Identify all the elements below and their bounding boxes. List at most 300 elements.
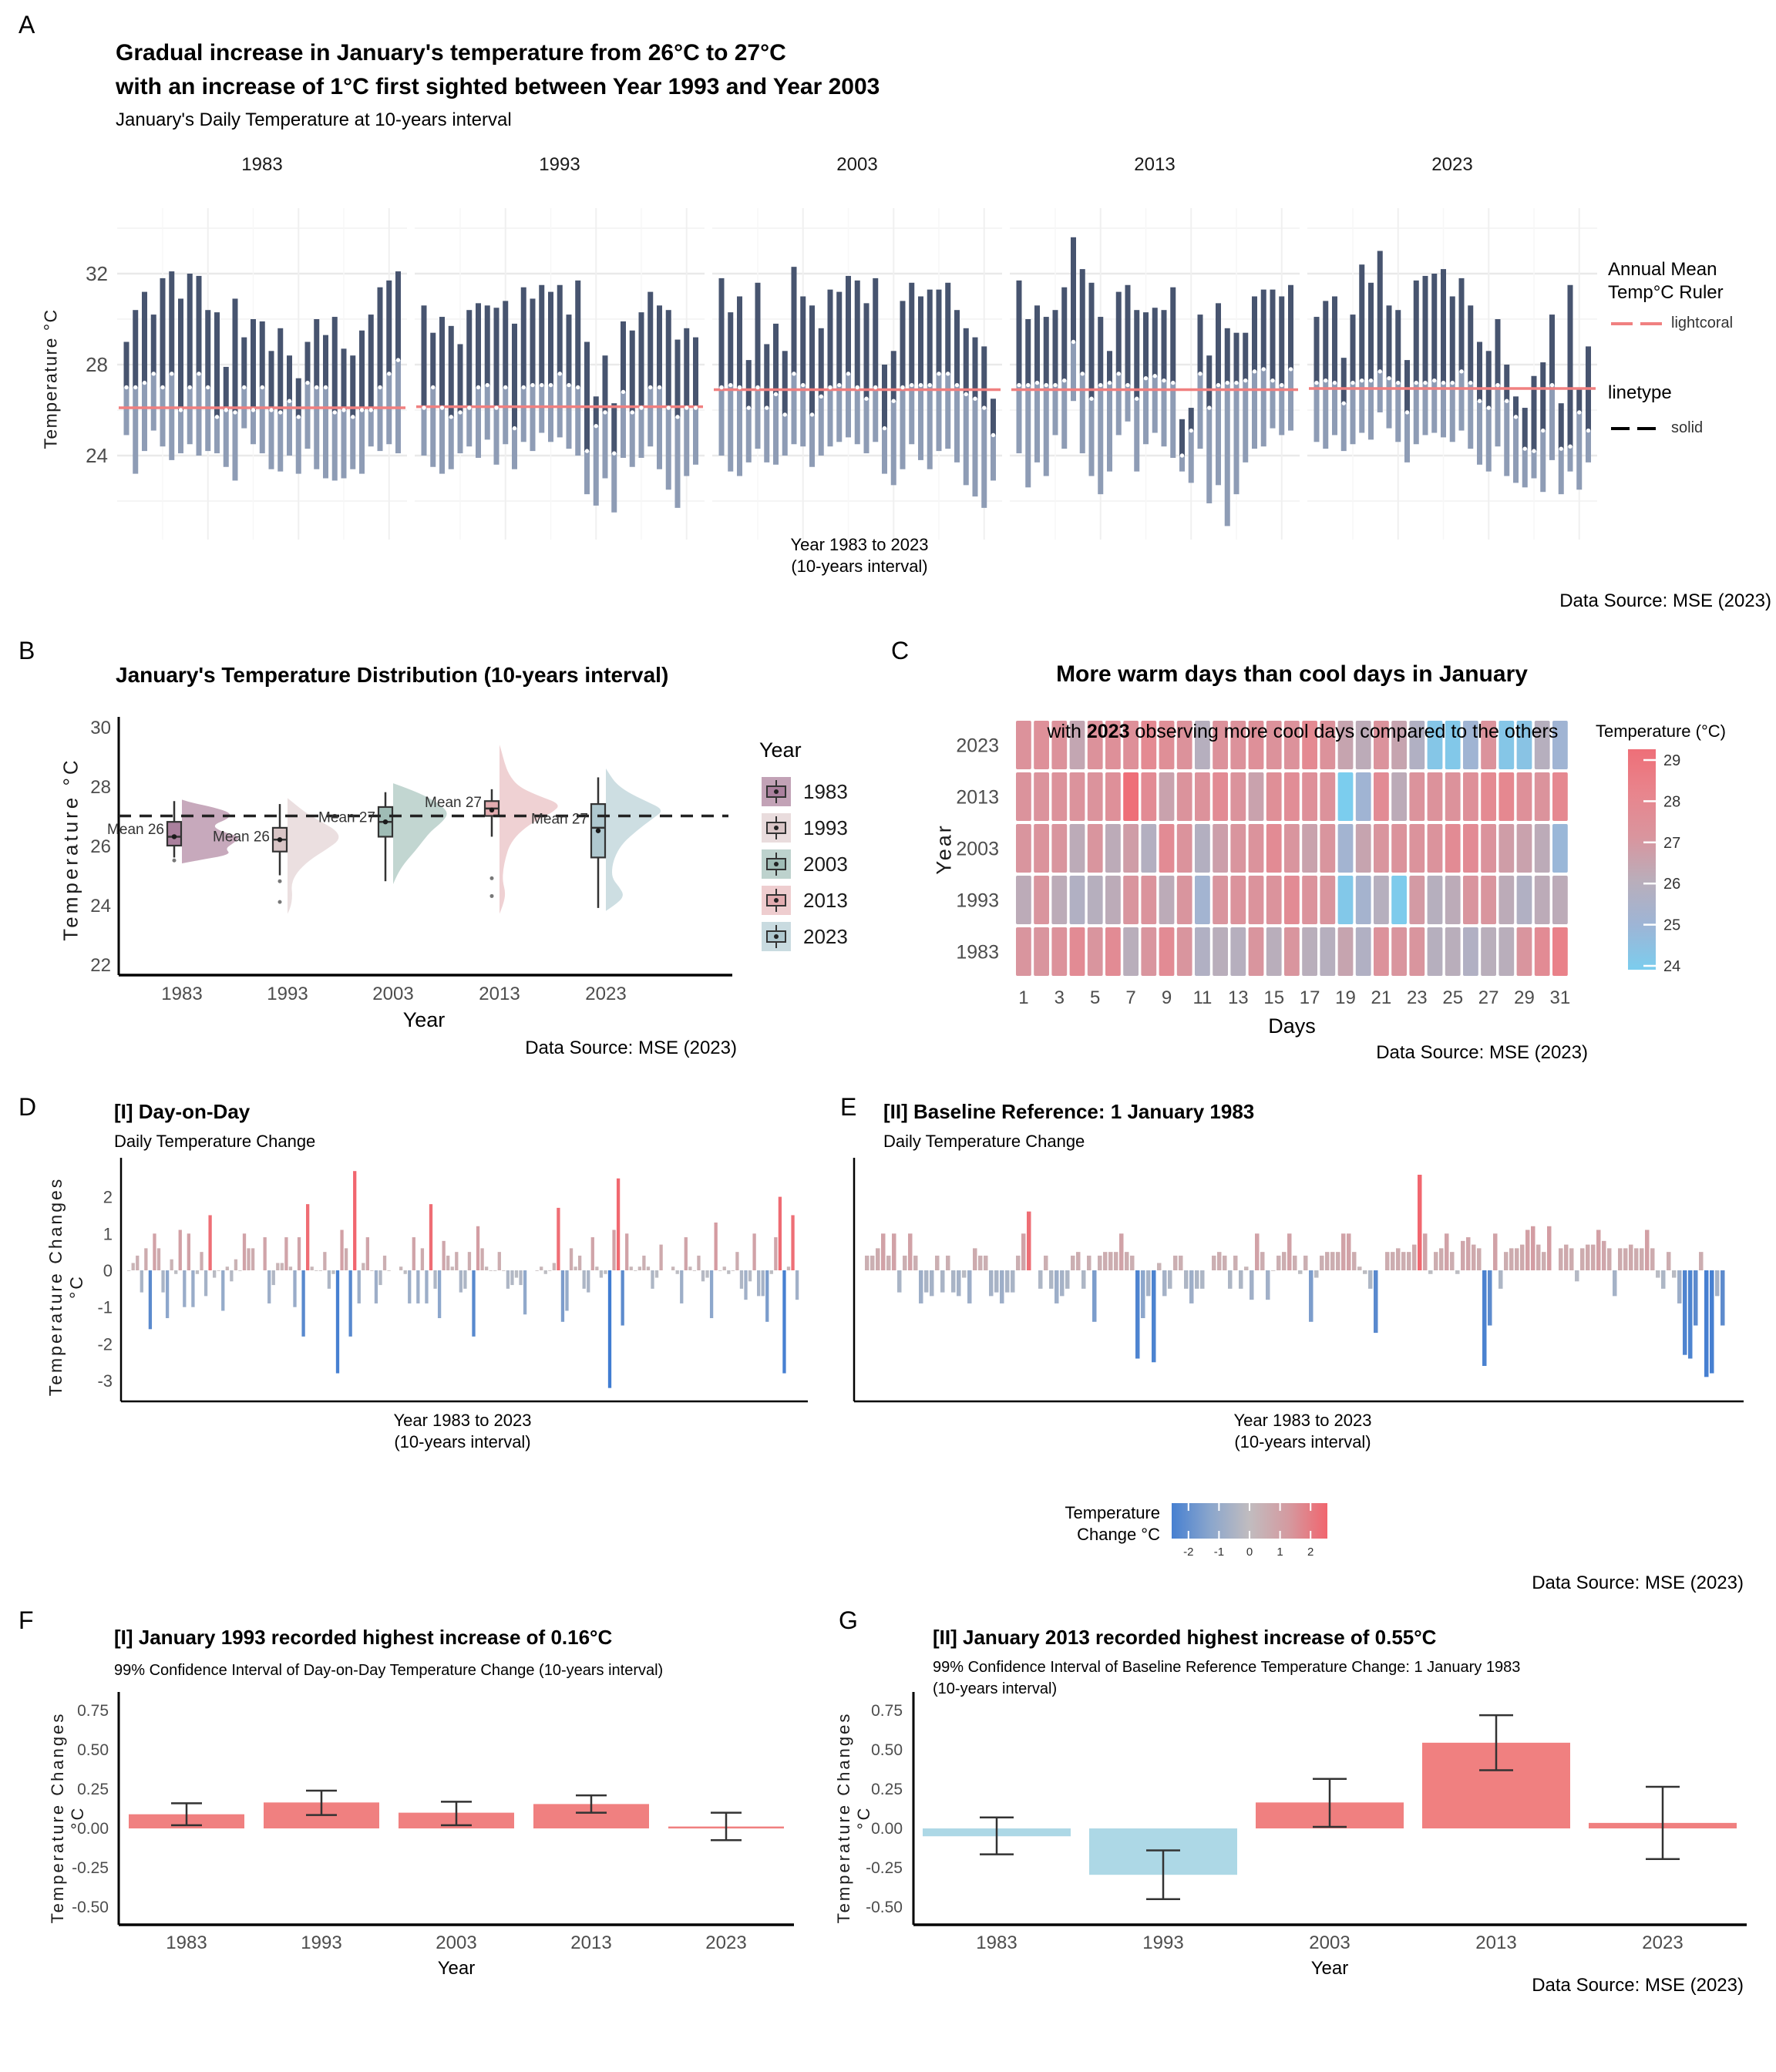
- daily-mean-dot: [1280, 383, 1283, 387]
- temp-range-bar-lower: [1323, 381, 1328, 449]
- e-change-bar: [1607, 1248, 1612, 1270]
- temp-range-bar-lower: [359, 410, 365, 474]
- temp-range-bar-upper: [548, 292, 553, 385]
- d-change-bar: [647, 1266, 650, 1270]
- temp-range-bar-upper: [1522, 408, 1528, 449]
- e-change-bar: [1596, 1230, 1601, 1270]
- e-change-bar: [897, 1270, 902, 1293]
- temp-range-bar-lower: [746, 408, 752, 462]
- ci-xtick: 2013: [570, 1932, 612, 1953]
- d-change-bar: [595, 1266, 598, 1270]
- temp-range-bar-lower: [539, 385, 544, 433]
- e-change-bar: [1536, 1245, 1541, 1270]
- heat-tile: [1428, 927, 1443, 976]
- e-change-bar: [1119, 1233, 1124, 1270]
- heat-tile: [1498, 824, 1514, 873]
- temp-range-bar-lower: [918, 385, 923, 460]
- e-change-bar: [1336, 1252, 1340, 1270]
- heat-tile: [1266, 772, 1282, 821]
- d-change-bar: [498, 1252, 501, 1270]
- temp-range-bar-lower: [945, 374, 950, 449]
- heat-tile: [1266, 824, 1282, 873]
- temp-range-bar-upper: [800, 297, 806, 385]
- e-change-bar: [1515, 1248, 1519, 1270]
- panel-c-legend-title: Temperature (°C): [1596, 722, 1726, 741]
- temp-range-bar-lower: [1404, 412, 1410, 462]
- temp-range-bar-upper: [296, 378, 301, 417]
- d-change-bar: [540, 1266, 543, 1270]
- daily-mean-dot: [900, 385, 904, 389]
- temp-range-bar-upper: [1350, 314, 1356, 383]
- temp-range-bar-lower: [657, 388, 662, 469]
- outlier-dot: [490, 894, 494, 898]
- e-change-bar: [1103, 1252, 1108, 1270]
- b-ytick: 28: [90, 777, 111, 798]
- daily-mean-dot: [1226, 381, 1229, 385]
- daily-mean-dot: [1350, 381, 1354, 385]
- temp-range-bar-upper: [449, 326, 454, 417]
- temp-range-bar-lower: [142, 383, 147, 451]
- heat-tile: [1070, 824, 1085, 873]
- violin-2023: [606, 769, 661, 911]
- daily-mean-dot: [251, 408, 255, 412]
- daily-mean-dot: [919, 383, 923, 387]
- e-change-bar: [1423, 1233, 1428, 1270]
- panel-a-title-line2: with an increase of 1°C first sighted between Year 1993 and Year 2003: [116, 74, 880, 99]
- d-change-bar: [671, 1266, 674, 1270]
- c-day-label: 1: [1018, 987, 1029, 1008]
- heat-tile: [1535, 824, 1550, 873]
- temp-range-bar-upper: [1116, 292, 1122, 374]
- heat-tile: [1517, 876, 1532, 924]
- e-change-bar: [1591, 1245, 1596, 1270]
- heat-tile: [1016, 824, 1031, 873]
- e-change-bar: [1162, 1270, 1167, 1296]
- daily-mean-dot: [639, 405, 643, 409]
- d-change-bar: [459, 1270, 462, 1293]
- temp-range-bar-upper: [1170, 288, 1176, 383]
- daily-mean-dot: [1216, 383, 1220, 387]
- d-change-bar: [323, 1252, 326, 1270]
- daily-mean-dot: [765, 405, 769, 409]
- temp-range-bar-lower: [485, 385, 490, 440]
- d-change-bar: [600, 1270, 603, 1278]
- temp-range-bar-upper: [1468, 305, 1473, 382]
- temp-range-bar-upper: [675, 340, 681, 417]
- daily-mean-dot: [1262, 367, 1266, 371]
- heat-tile: [1177, 772, 1192, 821]
- daily-mean-dot: [910, 383, 913, 387]
- ci-xtick: 1983: [166, 1932, 207, 1953]
- panel-f-xlabel: Year: [437, 1958, 476, 1979]
- daily-mean-dot: [522, 385, 526, 389]
- heat-tile: [1338, 927, 1354, 976]
- d-change-bar: [557, 1208, 560, 1270]
- heat-tile: [1016, 876, 1031, 924]
- heat-tile: [1088, 772, 1103, 821]
- heat-tile: [1391, 927, 1407, 976]
- temp-range-bar-lower: [575, 388, 580, 456]
- heat-tile: [1320, 876, 1335, 924]
- temp-range-bar-lower: [991, 435, 996, 480]
- daily-mean-dot: [846, 372, 850, 375]
- heat-tile: [1535, 876, 1550, 924]
- daily-mean-dot: [1108, 381, 1112, 385]
- e-change-bar: [930, 1270, 934, 1296]
- temp-range-bar-upper: [1549, 314, 1555, 385]
- heat-tile: [1552, 876, 1568, 924]
- d-change-bar: [553, 1263, 556, 1270]
- daily-mean-dot: [1098, 383, 1102, 387]
- mean-dot: [489, 808, 494, 812]
- d-change-bar: [515, 1270, 518, 1278]
- temp-range-bar-upper: [305, 342, 311, 383]
- e-change-bar: [1401, 1252, 1406, 1270]
- temp-range-bar-upper: [133, 310, 138, 387]
- heat-tile: [1302, 824, 1317, 873]
- e-change-bar: [940, 1270, 945, 1293]
- daily-mean-dot: [892, 399, 896, 403]
- daily-mean-dot: [1253, 369, 1256, 373]
- temp-range-bar-lower: [233, 412, 238, 481]
- heat-tile: [1409, 927, 1424, 976]
- temp-range-bar-upper: [621, 321, 626, 392]
- heat-tile: [1463, 772, 1478, 821]
- panel-d-xlabel-line1: Year 1983 to 2023: [393, 1411, 532, 1430]
- heat-tile: [1249, 772, 1264, 821]
- e-change-bar: [1108, 1252, 1113, 1270]
- d-ytick: 2: [103, 1187, 113, 1207]
- temp-range-bar-lower: [981, 408, 987, 508]
- heat-tile: [1284, 876, 1300, 924]
- temp-range-bar-upper: [1423, 276, 1428, 383]
- d-change-bar: [442, 1241, 446, 1270]
- mean-label: Mean 27: [531, 811, 588, 828]
- e-change-bar: [1266, 1270, 1270, 1300]
- d-change-bar: [732, 1270, 735, 1271]
- d-change-bar: [710, 1270, 713, 1318]
- c-row-label: 2023: [956, 735, 999, 757]
- d-change-bar: [765, 1270, 769, 1322]
- ci-xtick: 2023: [705, 1932, 747, 1953]
- heat-tile: [1498, 927, 1514, 976]
- d-change-bar: [375, 1270, 378, 1303]
- daily-mean-dot: [378, 385, 382, 389]
- panel-a-xlabel-line2: (10-years interval): [791, 557, 928, 576]
- mean-dot: [596, 829, 600, 833]
- e-change-bar: [1520, 1245, 1525, 1270]
- heat-tile: [1302, 876, 1317, 924]
- d-change-bar: [264, 1237, 267, 1270]
- heat-tile: [1517, 927, 1532, 976]
- d-change-bar: [748, 1270, 752, 1281]
- panel-f-title: [I] January 1993 recorded highest increase of 0.16°C: [114, 1626, 613, 1649]
- temp-range-bar-upper: [603, 355, 608, 412]
- d-change-bar: [638, 1266, 641, 1270]
- temp-range-bar-upper: [1504, 365, 1509, 401]
- temp-range-bar-upper: [1359, 264, 1364, 380]
- d-change-bar: [591, 1237, 594, 1270]
- temp-range-bar-lower: [178, 410, 183, 453]
- panel-a-legend-linetype-title: linetype: [1608, 382, 1672, 403]
- e-change-bar: [951, 1270, 956, 1293]
- daily-mean-dot: [1514, 415, 1518, 419]
- d-change-bar: [204, 1270, 207, 1296]
- panel-a-subtitle: January's Daily Temperature at 10-years interval: [116, 109, 512, 130]
- panel-e-caption: Data Source: MSE (2023): [1532, 1572, 1744, 1593]
- panel-d-subtitle: Daily Temperature Change: [114, 1132, 316, 1151]
- temp-range-bar-upper: [1341, 358, 1347, 403]
- daily-mean-dot: [883, 426, 886, 430]
- daily-mean-dot: [1081, 372, 1085, 375]
- temp-range-bar-lower: [323, 388, 328, 479]
- heat-tile: [1391, 824, 1407, 873]
- ci-xtick: 2013: [1475, 1932, 1517, 1953]
- panel-g-title: [II] January 2013 recorded highest increase of 0.55°C: [933, 1626, 1437, 1649]
- e-change-bar: [1586, 1245, 1590, 1270]
- daily-mean-dot: [1523, 446, 1527, 450]
- e-change-bar: [1179, 1256, 1183, 1270]
- temp-range-bar-lower: [1279, 385, 1284, 436]
- d-change-bar: [174, 1270, 177, 1274]
- temp-range-bar-lower: [828, 388, 833, 447]
- d-change-bar: [578, 1256, 581, 1270]
- d-change-bar: [353, 1171, 356, 1270]
- daily-mean-dot: [1396, 381, 1400, 385]
- d-change-bar: [723, 1266, 726, 1270]
- panel-f-label: F: [18, 1606, 34, 1634]
- d-change-bar: [752, 1233, 755, 1270]
- d-change-bar: [238, 1270, 241, 1271]
- e-change-bar: [1195, 1270, 1199, 1289]
- temp-range-bar-lower: [1486, 408, 1492, 472]
- temp-range-bar-lower: [341, 410, 347, 479]
- c-day-label: 5: [1090, 987, 1101, 1008]
- temp-range-bar-lower: [1532, 451, 1537, 478]
- legend-de-title1: Temperature: [1065, 1503, 1160, 1522]
- e-change-bar: [962, 1270, 967, 1278]
- d-change-bar: [548, 1270, 551, 1271]
- d-change-bar: [416, 1270, 419, 1303]
- heat-tile: [1213, 876, 1228, 924]
- d-change-bar: [480, 1248, 483, 1270]
- b-legend-key-dot: [774, 789, 779, 794]
- temp-range-bar-upper: [169, 271, 174, 374]
- d-change-bar: [727, 1270, 730, 1274]
- temp-range-bar-lower: [133, 388, 138, 474]
- temp-range-bar-lower: [954, 385, 960, 462]
- d-change-bar: [234, 1260, 237, 1270]
- temp-range-bar-upper: [430, 333, 436, 388]
- e-change-bar: [1217, 1252, 1222, 1270]
- temp-range-bar-upper: [846, 276, 851, 374]
- e-change-bar: [1005, 1270, 1010, 1293]
- ci-ytick: 0.25: [77, 1781, 109, 1798]
- temp-range-bar-lower: [782, 415, 788, 456]
- temp-range-bar-upper: [521, 288, 526, 388]
- heat-tile: [1213, 927, 1228, 976]
- temp-range-bar-upper: [1162, 310, 1167, 380]
- heat-tile: [1088, 876, 1103, 924]
- heat-tile: [1320, 824, 1335, 873]
- temp-range-bar-lower: [964, 394, 969, 485]
- temp-range-bar-upper: [124, 342, 130, 388]
- e-change-bar: [1200, 1270, 1205, 1289]
- d-change-bar: [519, 1270, 522, 1285]
- d-change-bar: [506, 1270, 510, 1289]
- b-legend-key-label: 1983: [803, 780, 848, 803]
- temp-range-bar-upper: [422, 305, 427, 408]
- d-change-bar: [349, 1270, 352, 1337]
- daily-mean-dot: [1577, 410, 1581, 414]
- temp-range-bar-lower: [864, 399, 870, 453]
- d-change-bar: [472, 1270, 475, 1337]
- b-legend-key-dot: [774, 934, 779, 939]
- temp-range-bar-upper: [269, 351, 274, 410]
- e-change-bar: [1233, 1256, 1238, 1270]
- panel-d-xlabel-line2: (10-years interval): [394, 1432, 531, 1451]
- heat-tile: [1230, 927, 1246, 976]
- temp-range-bar-upper: [214, 312, 220, 417]
- panel-b-caption: Data Source: MSE (2023): [525, 1038, 737, 1058]
- d-change-bar: [157, 1248, 160, 1270]
- e-change-bar: [1223, 1256, 1227, 1270]
- daily-mean-dot: [396, 358, 400, 362]
- e-change-bar: [1396, 1248, 1401, 1270]
- d-change-bar: [425, 1270, 428, 1303]
- d-change-bar: [187, 1233, 190, 1270]
- temp-range-bar-upper: [1189, 408, 1194, 431]
- d-change-bar: [336, 1270, 339, 1374]
- daily-mean-dot: [558, 372, 562, 375]
- d-change-bar: [221, 1270, 224, 1310]
- d-change-bar: [608, 1270, 611, 1388]
- temp-range-bar-upper: [1061, 288, 1067, 381]
- c-row-label: 1993: [956, 890, 999, 912]
- daily-mean-dot: [1550, 383, 1554, 387]
- temp-range-bar-upper: [900, 301, 906, 387]
- heat-tile: [1249, 824, 1264, 873]
- b-ytick: 26: [90, 836, 111, 857]
- daily-mean-dot: [1468, 381, 1472, 385]
- d-change-bar: [523, 1270, 526, 1314]
- daily-mean-dot: [955, 383, 959, 387]
- temp-range-bar-upper: [1368, 283, 1374, 381]
- daily-mean-dot: [1324, 378, 1327, 382]
- daily-mean-dot: [314, 385, 318, 389]
- panel-c-caption: Data Source: MSE (2023): [1376, 1042, 1588, 1063]
- d-change-bar: [782, 1270, 785, 1374]
- temp-range-bar-lower: [621, 392, 626, 458]
- e-change-bar: [957, 1270, 961, 1296]
- e-change-bar: [1650, 1248, 1655, 1270]
- temp-range-bar-lower: [1270, 381, 1276, 429]
- e-change-bar: [946, 1256, 950, 1270]
- d-change-bar: [281, 1263, 284, 1270]
- e-change-bar: [1152, 1270, 1156, 1362]
- panel-f-subtitle: 99% Confidence Interval of Day-on-Day Temperature Change (10-years interval): [114, 1662, 664, 1679]
- daily-mean-dot: [215, 415, 219, 419]
- panel-c-subtitle-year: 2023: [1086, 720, 1130, 742]
- heat-tile: [1338, 876, 1354, 924]
- e-change-bar: [1672, 1270, 1677, 1278]
- c-day-label: 27: [1478, 987, 1499, 1008]
- temp-range-bar-lower: [269, 410, 274, 469]
- heat-tile: [1141, 876, 1156, 924]
- b-legend-key-dot: [774, 862, 779, 866]
- ci-ytick: 0.00: [871, 1820, 903, 1838]
- ci-xtick: 2023: [1642, 1932, 1684, 1953]
- d-change-bar: [642, 1256, 645, 1270]
- outlier-dot: [278, 900, 282, 904]
- heat-tile: [1356, 772, 1371, 821]
- daily-mean-dot: [160, 385, 164, 389]
- daily-mean-dot: [1171, 381, 1175, 385]
- heat-tile: [1051, 772, 1067, 821]
- heat-tile: [1195, 772, 1210, 821]
- e-change-bar: [1542, 1252, 1546, 1270]
- temp-range-bar-lower: [1468, 383, 1473, 449]
- temp-range-bar-lower: [819, 396, 824, 456]
- temp-range-bar-upper: [719, 278, 725, 388]
- daily-mean-dot: [1062, 378, 1066, 382]
- daily-mean-dot: [1071, 340, 1075, 344]
- temp-range-bar-upper: [1314, 317, 1320, 383]
- temp-range-bar-upper: [828, 290, 833, 388]
- temp-range-bar-lower: [214, 417, 220, 453]
- e-change-bar: [1271, 1270, 1276, 1271]
- temp-range-bar-lower: [1017, 385, 1022, 454]
- temp-range-bar-lower: [1152, 376, 1158, 433]
- temp-range-bar-lower: [160, 388, 166, 447]
- e-change-bar: [1347, 1233, 1351, 1270]
- legend-de-title2: Change °C: [1077, 1525, 1160, 1544]
- heat-tile: [1051, 876, 1067, 924]
- temp-range-bar-lower: [1459, 372, 1465, 431]
- panel-d-title: [I] Day-on-Day: [114, 1100, 251, 1123]
- daily-mean-dot: [1117, 372, 1121, 375]
- daily-mean-dot: [873, 385, 877, 389]
- panel-b-legend-title: Year: [759, 738, 802, 762]
- daily-mean-dot: [1495, 383, 1499, 387]
- temp-range-bar-upper: [1261, 290, 1266, 369]
- e-change-bar: [1184, 1270, 1189, 1289]
- temp-range-bar-upper: [485, 305, 490, 385]
- panel-g-xlabel: Year: [1310, 1958, 1349, 1979]
- daily-mean-dot: [675, 415, 679, 419]
- ci-xtick: 2003: [436, 1932, 477, 1953]
- daily-mean-dot: [648, 385, 652, 389]
- d-change-bar: [693, 1270, 696, 1271]
- temp-range-bar-lower: [1170, 383, 1176, 458]
- b-legend-key-label: 2003: [803, 853, 848, 876]
- e-change-bar: [1098, 1256, 1102, 1270]
- daily-mean-dot: [792, 372, 796, 375]
- heat-tile: [1428, 876, 1443, 924]
- daily-mean-dot: [242, 385, 246, 389]
- e-change-bar: [1065, 1270, 1070, 1289]
- e-change-bar: [1146, 1270, 1151, 1296]
- temp-range-bar-upper: [927, 290, 933, 385]
- e-change-bar: [1618, 1248, 1623, 1270]
- d-change-bar: [770, 1270, 773, 1274]
- temp-range-bar-upper: [648, 292, 653, 388]
- b-legend-key-label: 1993: [803, 816, 848, 839]
- heat-tile: [1481, 824, 1496, 873]
- d-change-bar: [408, 1270, 411, 1303]
- heat-tile: [1123, 876, 1139, 924]
- d-change-bar: [144, 1248, 147, 1270]
